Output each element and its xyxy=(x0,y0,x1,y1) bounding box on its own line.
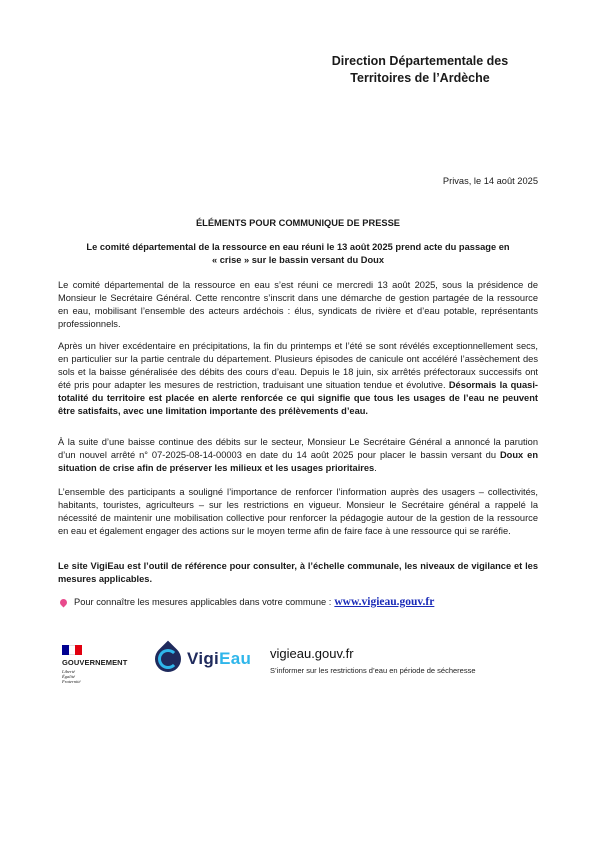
government-motto xyxy=(62,669,137,684)
vigieau-link[interactable]: www.vigieau.gouv.fr xyxy=(334,596,435,608)
vigieau-wordmark-part2: Eau xyxy=(219,649,252,668)
vigieau-tagline: S’informer sur les restrictions d’eau en période de sécheresse xyxy=(270,666,476,675)
paragraph-information: L’ensemble des participants a souligné l’importance de renforcer l’information auprès des usagers – collectivités, habitants, touristes, agriculteurs – sur les restrictions en vigueur. Monsieur le Secrétaire général a rappelé la nécessité de maintenir une mobilisation collective pour renforcer la pédagogie autour de la gestion de la ressource en eau et également engager des actions sur le moyen terme afin de faire face à une ressource qui se raréfie. xyxy=(58,487,538,536)
paragraph-situation-text: Après un hiver excédentaire en précipitations, la fin du printemps et l’été se sont révélés exceptionnellement secs, en particulier sur la partie centrale du département. Plusieurs épisodes de canicule ont accéléré l’assèchement des sols et la baisse généralisée des débits des cours d’eau. Depuis le 18 juin, six arrêtés préfectoraux successifs ont été pris pour adapter les mesures de restriction, traduisant une situation tendue et évolutive. xyxy=(58,341,538,390)
subtitle-line-1: Le comité départemental de la ressource en eau réuni le 13 août 2025 prend acte du passage en xyxy=(86,242,510,252)
paragraph-decree-end: . xyxy=(374,463,377,473)
motto-liberte: Liberté xyxy=(62,669,75,674)
map-pin-icon xyxy=(59,597,69,607)
paragraph-situation xyxy=(58,340,538,418)
issuer-line-2: Territoires de l’Ardèche xyxy=(350,71,490,85)
paragraph-decree-emphasis: Doux en situation de crise afin de préserver les milieux et les usages prioritaires xyxy=(58,450,538,473)
date-line: Privas, le 14 août 2025 xyxy=(442,176,538,186)
government-name: GOUVERNEMENT xyxy=(62,658,128,667)
link-line xyxy=(58,596,434,608)
vigieau-wordmark-part1: Vigi xyxy=(187,649,220,668)
paragraph-decree-text: À la suite d’une baisse continue des débits sur le secteur, Monsieur Le Secrétaire Général a annoncé la parution d’un nouvel arrêté n° 07-2025-08-14-00003 en date du 14 août 2025 pour placer le bassin versant du xyxy=(58,437,538,460)
document-subtitle xyxy=(58,241,538,267)
paragraph-committee: Le comité départemental de la ressource en eau s’est réuni ce mercredi 13 août 2025, sous la présidence de Monsieur le Secrétaire Général. Cette rencontre s’inscrit dans une démarche de gestion partagée de la ressource en eau, mobilisant l’ensemble des acteurs ardéchois : élus, syndicats de rivière et d’eau potable, représentants professionnels. xyxy=(58,280,538,329)
document-heading: ÉLÉMENTS POUR COMMUNIQUE DE PRESSE xyxy=(195,218,401,228)
vigieau-site-url: vigieau.gouv.fr xyxy=(270,646,354,661)
motto-egalite: Égalité xyxy=(62,674,75,679)
government-logo xyxy=(62,645,137,684)
paragraph-vigieau: Le site VigiEau est l’outil de référence pour consulter, à l’échelle communale, les niveaux de vigilance et les mesures applicables. xyxy=(58,561,538,584)
vigieau-logo xyxy=(155,646,251,672)
paragraph-decree xyxy=(58,436,538,475)
paragraph-situation-emphasis: Désormais la quasi-totalité du territoire est placée en alerte renforcée ce qui signifie que tous les usages de l’eau ne peuvent être satisfaits, avec une limitation importante des prélèvements d’eau. xyxy=(58,380,538,416)
link-intro: Pour connaître les mesures applicables dans votre commune : xyxy=(74,597,332,607)
vigieau-drop-icon xyxy=(150,641,187,678)
marianne-flag-icon xyxy=(62,645,82,655)
vigieau-wordmark xyxy=(187,649,251,669)
issuer-header xyxy=(300,53,540,87)
motto-fraternite: Fraternité xyxy=(62,679,81,684)
issuer-line-1: Direction Départementale des xyxy=(331,54,509,68)
subtitle-line-2: « crise » sur le bassin versant du Doux xyxy=(211,255,385,265)
